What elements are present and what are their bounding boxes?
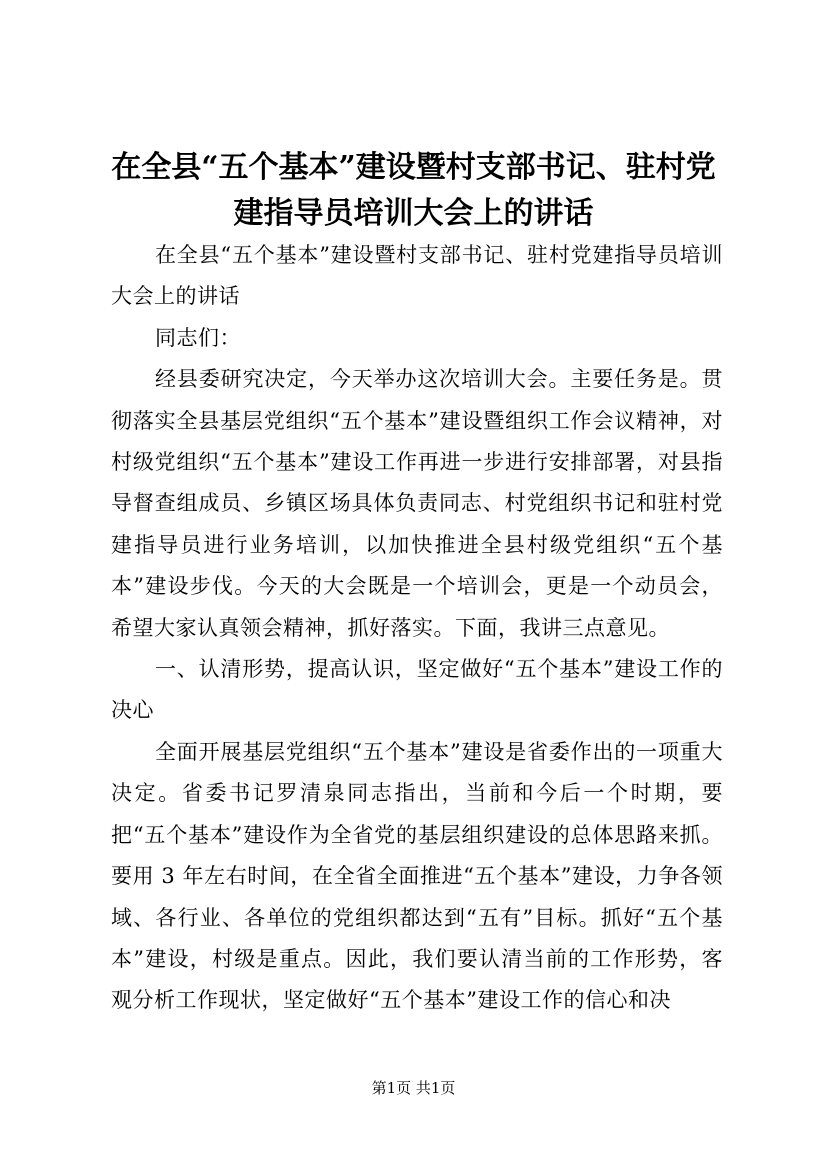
paragraph-section-heading: 一、认清形势，提高认识，坚定做好“五个基本”建设工作的决心 [111,657,723,723]
page-footer: 第1页 共1页 [371,1079,456,1097]
document-title: 在全县“五个基本”建设暨村支部书记、驻村党建指导员培训大会上的讲话 [111,150,716,231]
paragraph-subtitle: 在全县“五个基本”建设暨村支部书记、驻村党建指导员培训大会上的讲话 [111,243,723,309]
paragraph-salutation: 同志们： [155,325,241,350]
document-body [111,235,723,1022]
paragraph-section-body: 全面开展基层党组织“五个基本”建设是省委作出的一项重大决定。省委书记罗清泉同志指出，当前和今后一个时期，要把“五个基本”建设作为全省党的基层组织建设的总体思路来抓。要用 3 年左右时间，在全省全面推进“五个基本”建设，力争各领域、各行业、各单位的党组织都达到“五有”目标。抓好“五个基本”建设，村级是重点。因此，我们要认清当前的工作形势，客观分析工作现状，坚定做好“五个基本”建设工作的信心和决 [111,739,723,1013]
paragraph-intro: 经县委研究决定，今天举办这次培训大会。主要任务是。贯彻落实全县基层党组织“五个基本”建设暨组织工作会议精神，对村级党组织“五个基本”建设工作再进一步进行安排部署，对县指导督查组成员、乡镇区场具体负责同志、村党组织书记和驻村党建指导员进行业务培训，以加快推进全县村级党组织“五个基本”建设步伐。今天的大会既是一个培训会，更是一个动员会，希望大家认真领会精神，抓好落实。下面，我讲三点意见。 [111,367,723,640]
